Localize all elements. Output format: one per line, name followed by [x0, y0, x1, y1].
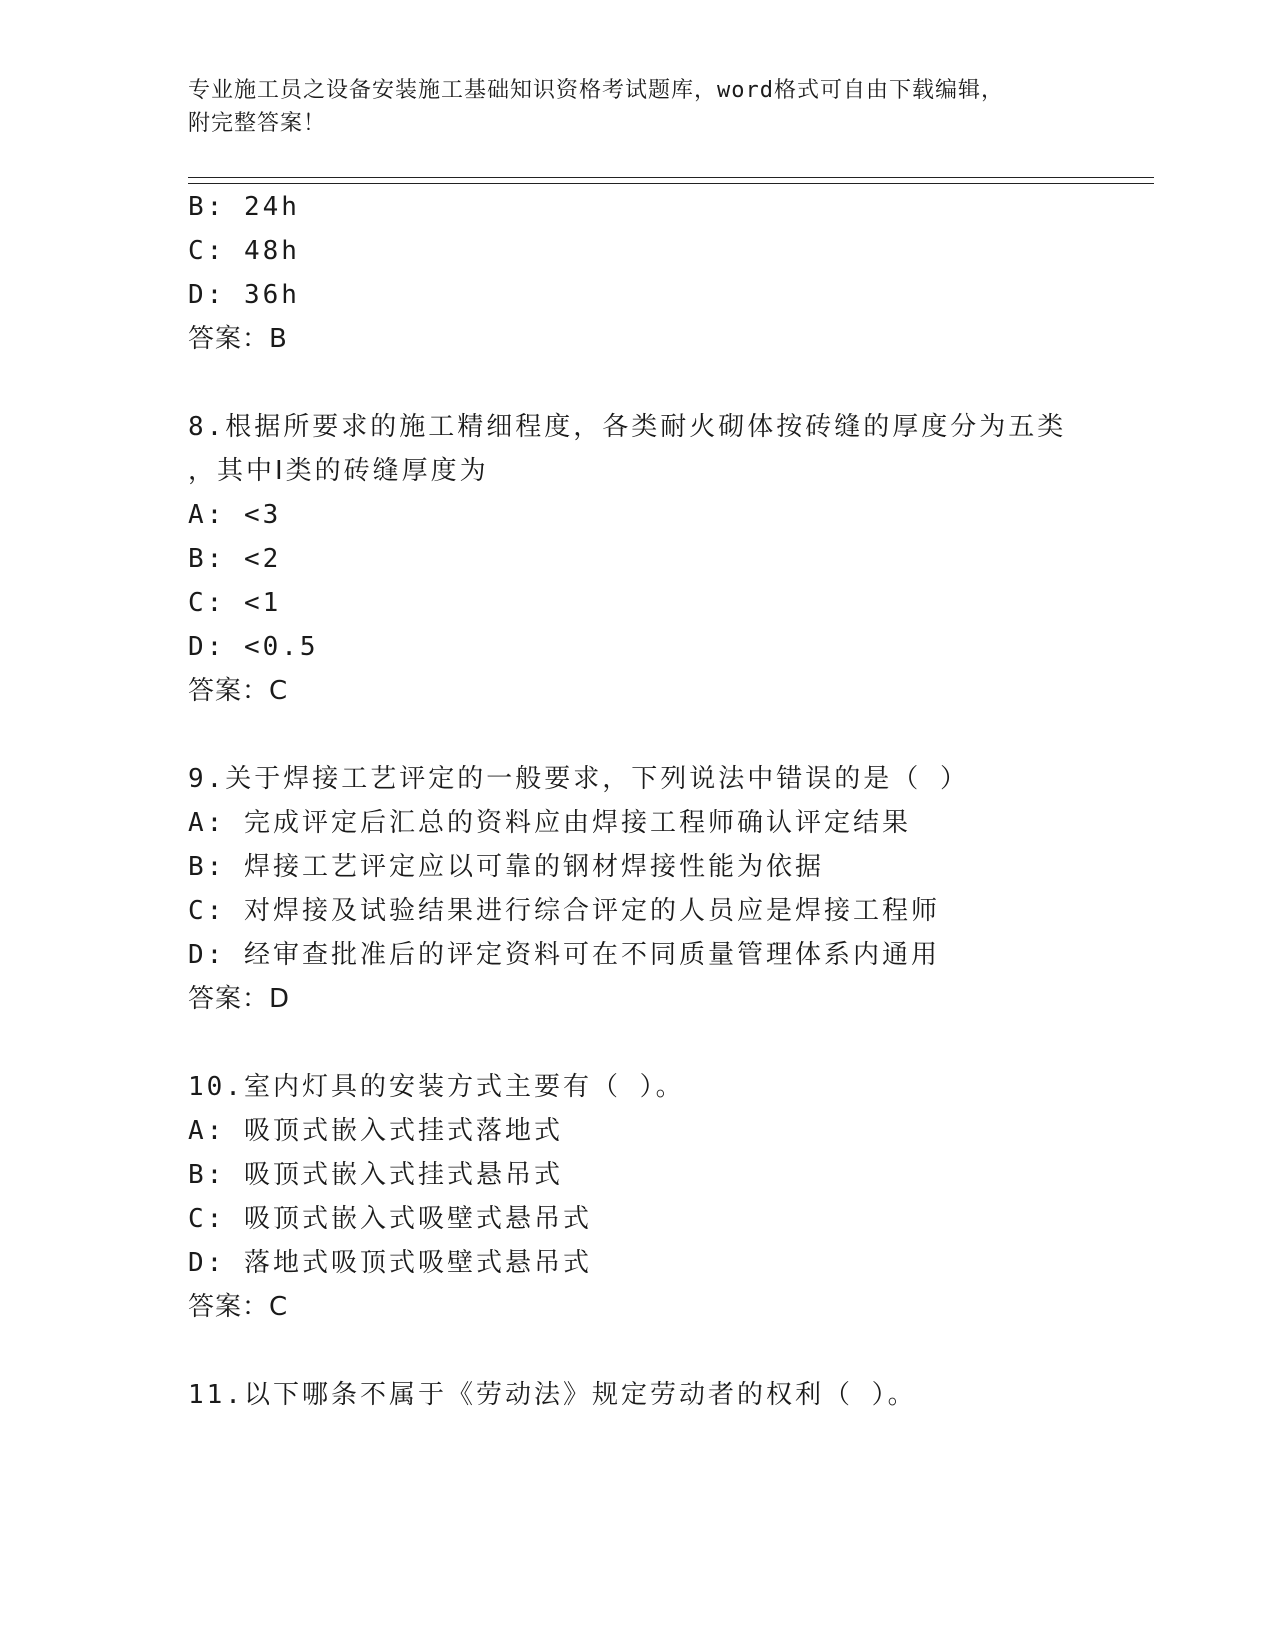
q8-stem-line-2: ，其中Ⅰ类的砖缝厚度为 [188, 456, 489, 486]
q7-option-c: C: 48h [188, 236, 300, 266]
header-line-2: 附完整答案！ [188, 111, 327, 136]
page-header [188, 74, 1088, 140]
q10-option-d: D: 落地式吸顶式吸壁式悬吊式 [188, 1248, 592, 1278]
header-line-1: 专业施工员之设备安装施工基础知识资格考试题库，word格式可自由下载编辑， [188, 78, 1004, 103]
q8-option-c: C: <1 [188, 588, 282, 618]
header-divider-bottom [188, 183, 1154, 184]
q10-answer: 答案：C [188, 1292, 289, 1322]
q8-option-d: D: <0.5 [188, 632, 319, 662]
q10-stem: 10.室内灯具的安装方式主要有（ ）。 [188, 1072, 685, 1102]
q9-answer: 答案：D [188, 984, 291, 1014]
q8-option-a: A: <3 [188, 500, 282, 530]
q8-stem-line-1: 8.根据所要求的施工精细程度，各类耐火砌体按砖缝的厚度分为五类 [188, 412, 1067, 442]
q10-option-b: B: 吸顶式嵌入式挂式悬吊式 [188, 1160, 563, 1190]
q9-stem: 9.关于焊接工艺评定的一般要求，下列说法中错误的是（ ） [188, 764, 969, 794]
q9-option-c: C: 对焊接及试验结果进行综合评定的人员应是焊接工程师 [188, 896, 940, 926]
q7-option-d: D: 36h [188, 280, 300, 310]
q11-stem: 11.以下哪条不属于《劳动法》规定劳动者的权利（ ）。 [188, 1380, 917, 1410]
q7-answer: 答案：B [188, 324, 288, 354]
q10-option-c: C: 吸顶式嵌入式吸壁式悬吊式 [188, 1204, 592, 1234]
q8-option-b: B: <2 [188, 544, 282, 574]
q7-option-b: B: 24h [188, 192, 300, 222]
header-divider-top [188, 177, 1154, 178]
q9-option-b: B: 焊接工艺评定应以可靠的钢材焊接性能为依据 [188, 852, 824, 882]
q9-option-d: D: 经审查批准后的评定资料可在不同质量管理体系内通用 [188, 940, 940, 970]
q10-option-a: A: 吸顶式嵌入式挂式落地式 [188, 1116, 563, 1146]
q8-answer: 答案：C [188, 676, 289, 706]
q9-option-a: A: 完成评定后汇总的资料应由焊接工程师确认评定结果 [188, 808, 911, 838]
